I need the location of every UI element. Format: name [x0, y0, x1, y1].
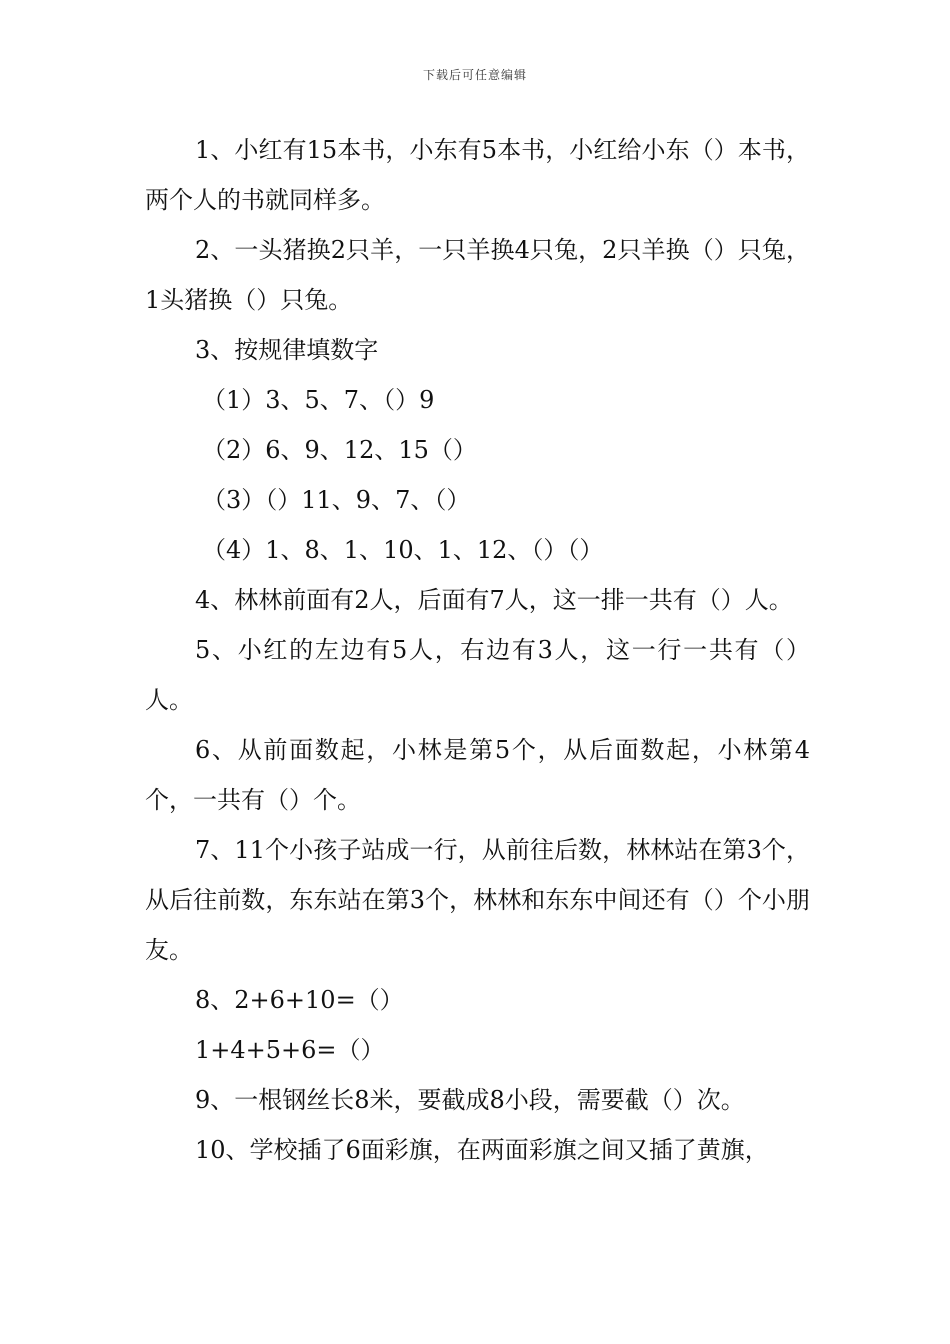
question-3: 3、按规律填数字: [195, 336, 379, 364]
page-header: 下载后可任意编辑: [422, 68, 527, 82]
question-list: [145, 125, 810, 1175]
question-7: 7、11个小孩子站成一行，从前往后数，林林站在第3个，从后往前数，东东站在第3个，林林和东东中间还有（）个小朋友。: [145, 836, 810, 964]
question-6: 6、从前面数起，小林是第5个，从后面数起，小林第4个，一共有（）个。: [145, 736, 810, 814]
question-3-item-4: （4）1、8、1、10、1、12、（）（）: [202, 536, 604, 564]
question-8: 8、2+6+10=（）: [195, 986, 404, 1014]
question-3-item-2: （2）6、9、12、15（）: [202, 436, 477, 464]
question-8-part-2: 1+4+5+6=（）: [195, 1036, 385, 1064]
question-1: 1、小红有15本书，小东有5本书，小红给小东（）本书，两个人的书就同样多。: [145, 136, 810, 214]
question-4: 4、林林前面有2人，后面有7人，这一排一共有（）人。: [195, 586, 793, 614]
question-3-item-1: （1）3、5、7、（）9: [202, 386, 435, 414]
question-5: 5、小红的左边有5人，右边有3人，这一行一共有（）人。: [145, 636, 810, 714]
question-2: 2、一头猪换2只羊，一只羊换4只兔，2只羊换（）只兔，1头猪换（）只兔。: [145, 236, 810, 314]
question-3-item-3: （3）（）11、9、7、（）: [202, 486, 471, 514]
question-10: 10、学校插了6面彩旗，在两面彩旗之间又插了黄旗，: [195, 1136, 769, 1164]
question-9: 9、一根钢丝长8米，要截成8小段，需要截（）次。: [195, 1086, 745, 1114]
